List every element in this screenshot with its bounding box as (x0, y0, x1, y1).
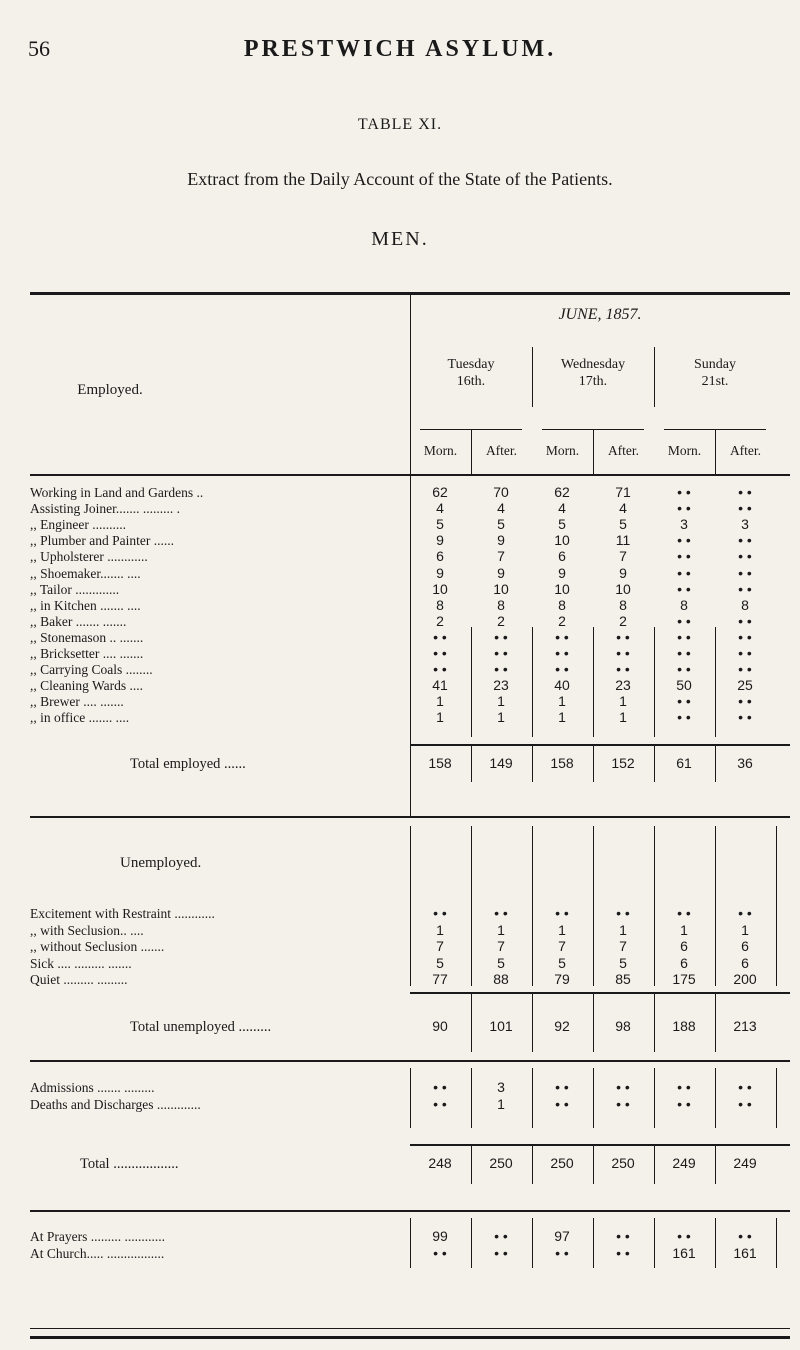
grand-total-value: 249 (733, 1155, 757, 1171)
value-cell: 6 (741, 938, 749, 954)
value-cell: 161 (672, 1245, 696, 1261)
value-cell: • • (616, 1245, 630, 1261)
value-cell: • • (738, 709, 752, 726)
rule-line (30, 1210, 790, 1212)
rule-line (30, 1336, 790, 1339)
unemployed-label: ,, without Seclusion ....... (30, 939, 165, 954)
column-rule (532, 347, 533, 407)
value-cell: 8 (436, 596, 444, 613)
value-cell: 41 (432, 677, 448, 694)
value-cell: 4 (558, 500, 566, 517)
value-cell: • • (738, 564, 752, 581)
value-cell: 1 (558, 709, 566, 726)
value-cell: 6 (558, 548, 566, 565)
value-cell: 23 (615, 677, 631, 694)
column-rule (776, 826, 777, 986)
value-cell: 1 (619, 921, 627, 938)
column-rule (715, 992, 716, 1052)
column-rule (471, 1068, 472, 1128)
value-cell: 77 (432, 971, 448, 987)
value-cell: • • (677, 709, 691, 726)
value-cell: 9 (619, 564, 627, 581)
occupation-label: ,, Brewer .... ....... (30, 694, 124, 710)
column-rule (593, 627, 594, 737)
period-header: Morn. (667, 443, 702, 458)
unemployed-label: ,, with Seclusion.. .... (30, 922, 144, 938)
table-subtitle: MEN. (371, 228, 429, 250)
total-unemployed-value: 90 (432, 1018, 448, 1034)
value-cell: • • (433, 1096, 447, 1112)
value-cell: • • (555, 645, 569, 661)
value-cell: • • (616, 1079, 630, 1095)
value-cell: • • (738, 500, 752, 517)
value-cell: • • (555, 1245, 569, 1261)
value-cell: 6 (436, 548, 444, 565)
value-cell: 23 (493, 677, 509, 694)
value-cell: 1 (497, 693, 505, 710)
value-cell: 6 (680, 938, 688, 954)
value-cell: 6 (741, 954, 749, 971)
total-employed-value: 158 (428, 755, 452, 771)
period-header: Morn. (423, 443, 458, 458)
column-rule (471, 744, 472, 782)
period-header: After. (729, 443, 762, 458)
column-rule (471, 1144, 472, 1184)
value-cell: 1 (558, 921, 566, 938)
value-cell: 8 (558, 596, 566, 613)
grand-total-value: 250 (611, 1155, 635, 1171)
total-unemployed-value: 98 (615, 1018, 631, 1034)
value-cell: • • (738, 645, 752, 661)
column-rule (715, 627, 716, 737)
grand-total-value: 250 (489, 1155, 513, 1171)
value-cell: 5 (497, 516, 505, 533)
rule-line (30, 816, 790, 818)
value-cell: • • (677, 564, 691, 581)
value-cell: • • (616, 661, 630, 678)
value-cell: • • (433, 645, 447, 661)
rule-line (30, 474, 790, 476)
value-cell: 62 (432, 484, 448, 500)
unemployed-heading: Unemployed. (120, 855, 202, 871)
column-rule (715, 826, 716, 986)
value-cell: • • (738, 905, 752, 921)
value-cell: • • (738, 693, 752, 710)
grand-total-value: 248 (428, 1155, 452, 1171)
value-cell: • • (738, 628, 752, 645)
column-rule (715, 1068, 716, 1128)
value-cell: • • (616, 905, 630, 921)
value-cell: 4 (619, 500, 627, 517)
value-cell: 70 (493, 484, 509, 500)
value-cell: 5 (558, 954, 566, 971)
value-cell: 97 (554, 1228, 570, 1244)
column-rule (654, 744, 655, 782)
value-cell: 1 (558, 693, 566, 710)
value-cell: 4 (497, 500, 505, 517)
value-cell: • • (677, 628, 691, 645)
value-cell: • • (616, 1096, 630, 1112)
value-cell: 7 (497, 548, 505, 565)
value-cell: • • (494, 661, 508, 678)
running-header (28, 36, 772, 64)
column-rule (471, 627, 472, 737)
value-cell: 7 (436, 938, 444, 954)
unemployed-label: Quiet ......... ......... (30, 972, 128, 987)
column-rule (593, 429, 594, 474)
value-cell: 85 (615, 971, 631, 987)
value-cell: 4 (436, 500, 444, 517)
value-cell: 8 (741, 596, 749, 613)
column-rule (654, 347, 655, 407)
occupation-label: Working in Land and Gardens .. (30, 485, 204, 500)
column-rule (532, 627, 533, 737)
column-rule (410, 1068, 411, 1128)
value-cell: • • (738, 484, 752, 500)
total-employed-value: 36 (737, 755, 753, 771)
value-cell: 62 (554, 484, 570, 500)
value-cell: 1 (497, 921, 505, 938)
period-header: After. (485, 443, 518, 458)
value-cell: 50 (676, 677, 692, 694)
value-cell: 10 (554, 580, 570, 597)
column-rule (471, 826, 472, 986)
value-cell: • • (494, 1245, 508, 1261)
value-cell: 2 (497, 612, 505, 629)
occupation-label: ,, Tailor ............. (30, 581, 120, 597)
value-cell: 6 (680, 954, 688, 971)
worship-label: At Church..... ................. (30, 1246, 165, 1261)
column-rule (654, 826, 655, 986)
occupation-label: ,, Cleaning Wards .... (30, 678, 144, 694)
value-cell: • • (616, 1228, 630, 1244)
value-cell: 1 (619, 709, 627, 726)
value-cell: • • (677, 500, 691, 517)
unemployed-label: Excitement with Restraint ............ (30, 906, 215, 921)
value-cell: 9 (436, 564, 444, 581)
employed-header: Employed. (77, 382, 143, 398)
value-cell: 10 (615, 580, 631, 597)
value-cell: 8 (497, 596, 505, 613)
value-cell: • • (433, 1079, 447, 1095)
value-cell: • • (677, 484, 691, 500)
value-cell: 1 (497, 1096, 505, 1112)
value-cell: 5 (436, 516, 444, 533)
rule-line (30, 1060, 790, 1062)
day-header: Wednesday 17th. (560, 357, 626, 389)
day-header: Tuesday 16th. (447, 357, 495, 389)
value-cell: 71 (615, 484, 631, 500)
value-cell: • • (677, 580, 691, 597)
value-cell: 79 (554, 971, 570, 987)
value-cell: • • (677, 548, 691, 565)
column-rule (715, 1218, 716, 1268)
total-unemployed-label: Total unemployed ......... (130, 1019, 272, 1035)
table-title: TABLE XI. (357, 116, 443, 133)
column-rule (593, 1218, 594, 1268)
value-cell: 2 (619, 612, 627, 629)
grand-total-label: Total .................. (80, 1156, 179, 1172)
value-cell: • • (494, 645, 508, 661)
value-cell: • • (677, 1228, 691, 1244)
value-cell: 200 (733, 971, 757, 987)
value-cell: 25 (737, 677, 753, 694)
value-cell: • • (677, 612, 691, 629)
column-rule (532, 826, 533, 986)
column-rule (532, 1218, 533, 1268)
occupation-label: ,, Bricksetter .... ....... (30, 646, 144, 661)
value-cell: 1 (436, 709, 444, 726)
period-header: Morn. (545, 443, 580, 458)
movement-label: Deaths and Discharges ............. (30, 1097, 201, 1112)
occupation-label: ,, Upholsterer ............ (30, 549, 148, 565)
value-cell: • • (616, 628, 630, 645)
page-number: 56 (28, 36, 50, 61)
occupation-label: ,, Baker ....... ....... (30, 613, 127, 629)
value-cell: 3 (497, 1079, 505, 1095)
value-cell: • • (555, 905, 569, 921)
value-cell: • • (738, 612, 752, 629)
value-cell: 1 (436, 921, 444, 938)
total-unemployed-value: 188 (672, 1018, 696, 1034)
value-cell: • • (677, 661, 691, 678)
column-rule (715, 744, 716, 782)
column-rule (471, 1218, 472, 1268)
value-cell: 7 (619, 548, 627, 565)
column-rule (654, 1144, 655, 1184)
column-rule (654, 1218, 655, 1268)
month-header: JUNE, 1857. (558, 306, 642, 323)
value-cell: 7 (558, 938, 566, 954)
value-cell: 88 (493, 971, 509, 987)
value-cell: 2 (436, 612, 444, 629)
value-cell: • • (738, 580, 752, 597)
value-cell: 1 (497, 709, 505, 726)
value-cell: • • (433, 1245, 447, 1261)
table-description: Extract from the Daily Account of the State of the Patients. (187, 169, 613, 189)
total-unemployed-value: 213 (733, 1018, 757, 1034)
column-rule (471, 429, 472, 474)
value-cell: • • (677, 645, 691, 661)
value-cell: • • (433, 628, 447, 645)
value-cell: 2 (558, 612, 566, 629)
value-cell: 5 (497, 954, 505, 971)
worship-label: At Prayers ......... ............ (30, 1229, 165, 1244)
value-cell: • • (677, 905, 691, 921)
value-cell: 11 (615, 532, 631, 549)
value-cell: 40 (554, 677, 570, 694)
rule-line (30, 1328, 790, 1329)
value-cell: 9 (558, 564, 566, 581)
value-cell: 9 (436, 532, 444, 549)
column-rule (532, 744, 533, 782)
total-employed-value: 152 (611, 755, 635, 771)
occupation-label: ,, Stonemason .. ....... (30, 629, 144, 645)
column-rule (776, 1068, 777, 1128)
value-cell: • • (738, 1079, 752, 1095)
occupation-label: ,, Plumber and Painter ...... (30, 533, 174, 549)
value-cell: 5 (436, 954, 444, 971)
column-rule (593, 744, 594, 782)
column-rule (593, 1144, 594, 1184)
patients-table (30, 292, 790, 1342)
value-cell: • • (555, 1096, 569, 1112)
total-unemployed-value: 101 (489, 1018, 513, 1034)
period-header: After. (607, 443, 640, 458)
value-cell: 7 (497, 938, 505, 954)
value-cell: • • (738, 1096, 752, 1112)
value-cell: 161 (733, 1245, 757, 1261)
value-cell: • • (433, 661, 447, 678)
occupation-label: ,, Shoemaker....... .... (30, 565, 141, 581)
rule-line (410, 1144, 790, 1146)
day-header: Sunday 21st. (694, 357, 736, 389)
column-rule (593, 826, 594, 986)
total-employed-value: 61 (676, 755, 692, 771)
column-rule (593, 1068, 594, 1128)
unemployed-label: Sick .... ......... ....... (30, 955, 132, 971)
value-cell: 5 (558, 516, 566, 533)
grand-total-value: 250 (550, 1155, 574, 1171)
column-rule (410, 1218, 411, 1268)
column-rule (471, 992, 472, 1052)
value-cell: • • (616, 645, 630, 661)
value-cell: 9 (497, 564, 505, 581)
value-cell: • • (494, 1228, 508, 1244)
occupation-label: ,, in office ....... .... (30, 710, 130, 726)
column-rule (593, 992, 594, 1052)
value-cell: 8 (680, 596, 688, 613)
value-cell: • • (494, 905, 508, 921)
value-cell: • • (555, 1079, 569, 1095)
column-rule (654, 1068, 655, 1128)
value-cell: 8 (619, 596, 627, 613)
total-employed-value: 149 (489, 755, 513, 771)
value-cell: • • (555, 661, 569, 678)
value-cell: • • (677, 1079, 691, 1095)
value-cell: • • (494, 628, 508, 645)
occupation-label: ,, in Kitchen ....... .... (30, 597, 141, 613)
occupation-label: Assisting Joiner....... ......... . (30, 501, 181, 517)
value-cell: 1 (436, 693, 444, 710)
rule-line (410, 992, 790, 994)
total-employed-label: Total employed ...... (130, 756, 246, 772)
value-cell: • • (677, 1096, 691, 1112)
value-cell: • • (738, 661, 752, 678)
value-cell: 1 (741, 921, 749, 938)
value-cell: 5 (619, 516, 627, 533)
value-cell: 99 (432, 1228, 448, 1244)
total-unemployed-value: 92 (554, 1018, 570, 1034)
value-cell: 10 (493, 580, 509, 597)
column-rule (776, 1218, 777, 1268)
value-cell: • • (738, 1228, 752, 1244)
movement-label: Admissions ....... ......... (30, 1080, 155, 1095)
value-cell: • • (433, 905, 447, 921)
column-rule (532, 1144, 533, 1184)
value-cell: 9 (497, 532, 505, 549)
column-rule (532, 1068, 533, 1128)
value-cell: • • (677, 693, 691, 710)
rule-line (410, 744, 790, 746)
running-head-title: PRESTWICH ASYLUM. (243, 36, 557, 62)
column-rule (715, 429, 716, 474)
column-rule (654, 627, 655, 737)
value-cell: • • (738, 532, 752, 549)
grand-total-value: 249 (672, 1155, 696, 1171)
value-cell: 7 (619, 938, 627, 954)
value-cell: 3 (741, 516, 749, 533)
value-cell: 10 (554, 532, 570, 549)
total-employed-value: 158 (550, 755, 574, 771)
value-cell: 1 (619, 693, 627, 710)
value-cell: 10 (432, 580, 448, 597)
column-rule (410, 826, 411, 986)
value-cell: 1 (680, 921, 688, 938)
value-cell: 3 (680, 516, 688, 533)
column-rule (715, 1144, 716, 1184)
value-cell: • • (738, 548, 752, 565)
column-rule (654, 992, 655, 1052)
value-cell: 5 (619, 954, 627, 971)
value-cell: 175 (672, 971, 696, 987)
occupation-label: ,, Carrying Coals ........ (30, 662, 153, 678)
value-cell: • • (677, 532, 691, 549)
column-rule (532, 992, 533, 1052)
occupation-label: ,, Engineer .......... (30, 517, 126, 533)
value-cell: • • (555, 628, 569, 645)
